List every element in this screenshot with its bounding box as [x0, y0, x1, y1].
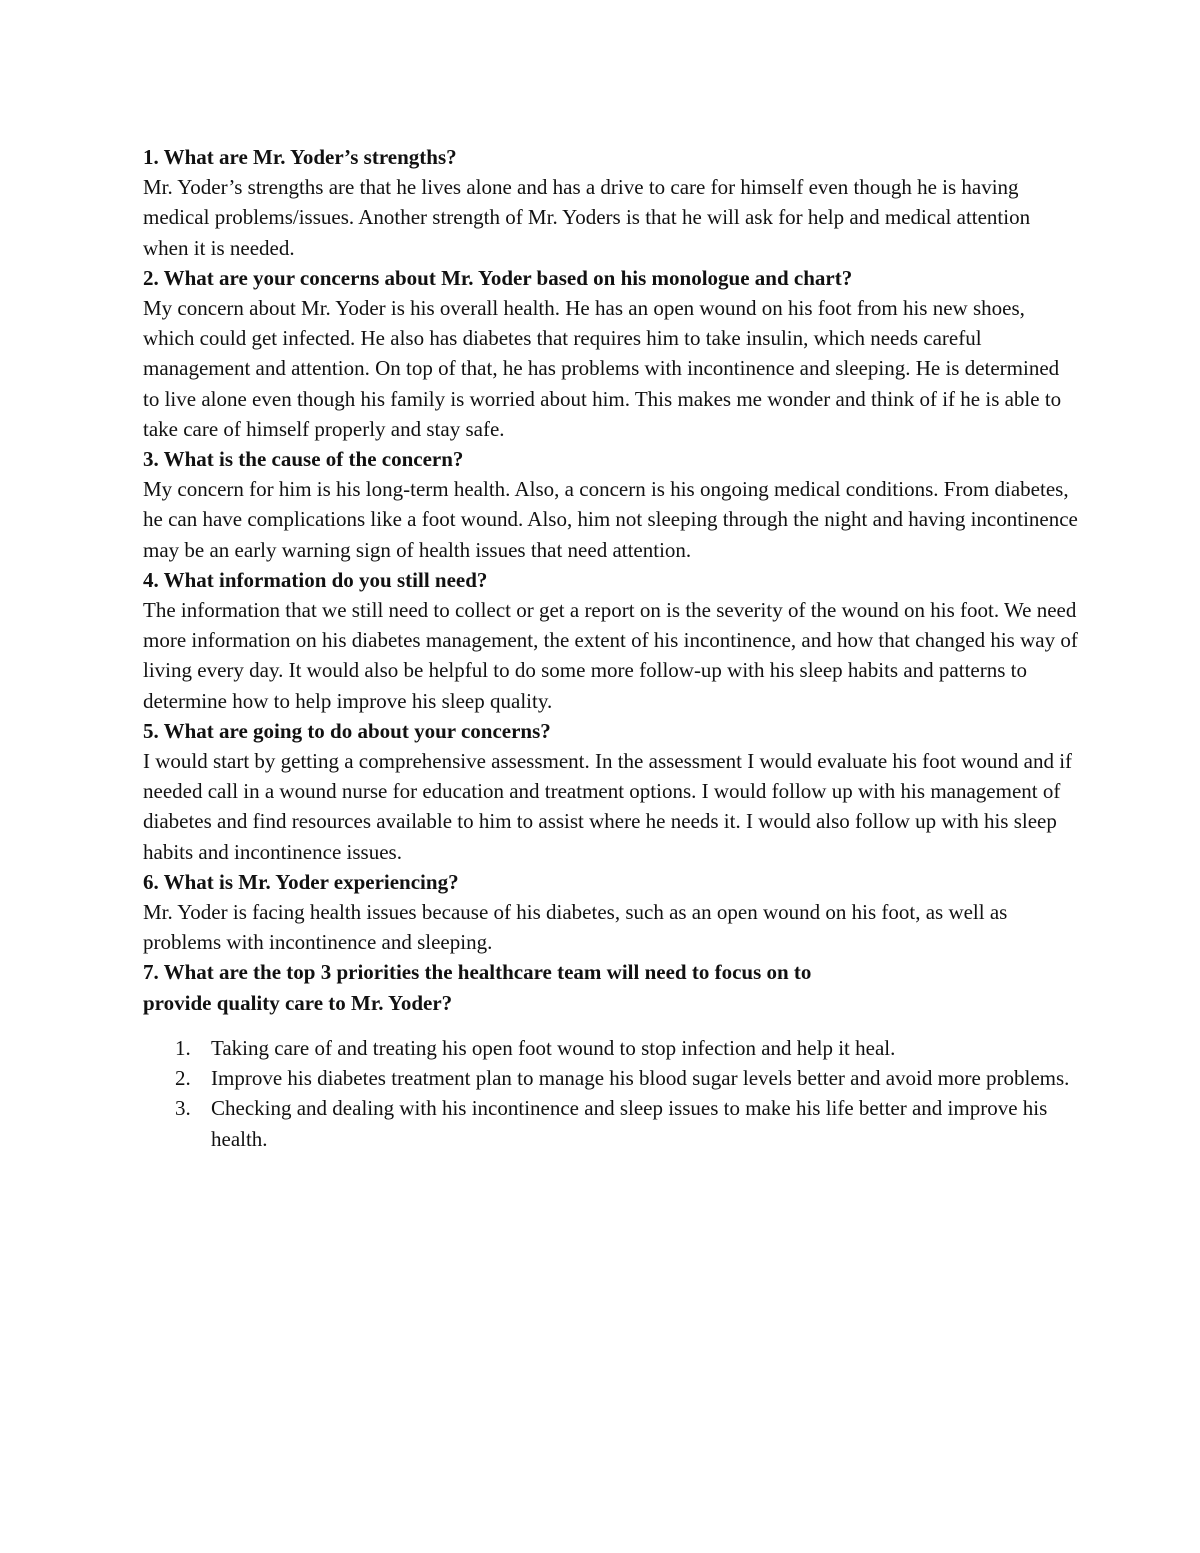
answer-6: Mr. Yoder is facing health issues because of his diabetes, such as an open wound on his foot, as well as problems with incontinence and sleeping.: [143, 900, 1008, 955]
list-item: [143, 1063, 1080, 1093]
question-1: 1. What are Mr. Yoder’s strengths?: [143, 145, 457, 169]
answer-2: My concern about Mr. Yoder is his overall health. He has an open wound on his foot from his new shoes, which could get infected. He also has diabetes that requires him to take insulin, which needs careful management and attention. On top of that, he has problems with incontinence and sleeping. He is determined to live alone even though his family is worried about him. This makes me wonder and think of if he is able to take care of himself properly and stay safe.: [143, 296, 1062, 441]
answer-4: The information that we still need to collect or get a report on is the severity of the wound on his foot. We need more information on his diabetes management, the extent of his incontinence, and how that changed his way of living every day. It would also be helpful to do some more follow-up with his sleep habits and patterns to determine how to help improve his sleep quality.: [143, 598, 1078, 713]
question-2: 2. What are your concerns about Mr. Yoder based on his monologue and chart?: [143, 265, 853, 290]
question-7-line-2: provide quality care to Mr. Yoder?: [143, 990, 453, 1015]
list-item: [143, 1093, 1080, 1153]
question-5: 5. What are going to do about your concerns?: [143, 718, 551, 743]
answer-5: I would start by getting a comprehensive assessment. In the assessment I would evaluate his foot wound and if needed call in a wound nurse for education and treatment options. I would follow up with his management of diabetes and find resources available to him to assist where he needs it. I would also follow up with his sleep habits and incontinence issues.: [143, 749, 1073, 864]
list-item-text: Improve his diabetes treatment plan to manage his blood sugar levels better and avoid more problems.: [211, 1066, 1070, 1091]
answer-1: Mr. Yoder’s strengths are that he lives alone and has a drive to care for himself even though he is having medical problems/issues. Another strength of Mr. Yoders is that he will ask for help and medical attention when it is needed.: [143, 175, 1031, 260]
question-3: 3. What is the cause of the concern?: [143, 447, 464, 472]
answer-3: My concern for him is his long-term health. Also, a concern is his ongoing medical conditions. From diabetes, he can have complications like a foot wound. Also, him not sleeping through the night and having incontinence may be an early warning sign of health issues that need attention.: [143, 477, 1078, 562]
list-item-number: 3.: [175, 1096, 191, 1121]
list-item: [143, 1033, 1080, 1063]
priorities-list: [143, 1033, 1080, 1154]
list-item-text: Checking and dealing with his incontinence and sleep issues to make his life better and improve his health.: [211, 1096, 1048, 1151]
question-6: 6. What is Mr. Yoder experiencing?: [143, 869, 459, 894]
question-7-line-1: 7. What are the top 3 priorities the healthcare team will need to focus on to: [143, 960, 812, 985]
list-item-number: 2.: [175, 1066, 191, 1091]
list-item-number: 1.: [175, 1035, 191, 1060]
question-4: 4. What information do you still need?: [143, 567, 488, 592]
list-item-text: Taking care of and treating his open foot wound to stop infection and help it heal.: [211, 1035, 896, 1060]
document-body: [143, 142, 1080, 1154]
